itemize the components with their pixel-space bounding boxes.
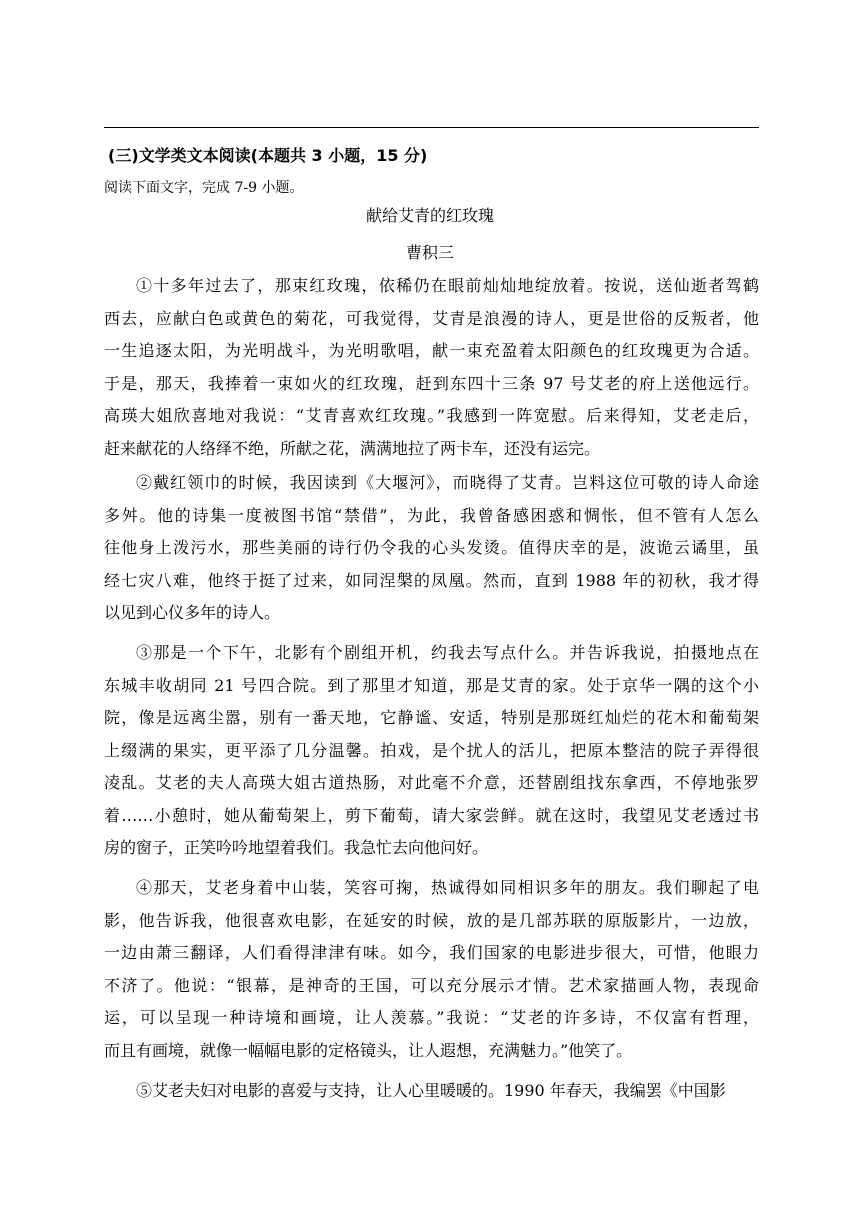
section-heading: (三)文学类文本阅读(本题共 3 小题，15 分): [108, 146, 428, 165]
paragraph-line: 运，可以呈现一种诗境和画境，让人羡慕。”我说：“艾老的许多诗，不仅富有哲理，: [104, 1008, 759, 1027]
paragraph-line: 一边由萧三翻译，人们看得津津有味。如今，我们国家的电影进步很大，可惜，他眼力: [104, 943, 759, 962]
paragraph-line: 影，他告诉我，他很喜欢电影，在延安的时候，放的是几部苏联的原版影片，一边放，: [104, 910, 759, 930]
paragraph-line: 房的窗子，正笑吟吟地望着我们。我急忙去向他问好。: [104, 838, 489, 857]
paragraph-line: 着……小憩时，她从葡萄架上，剪下葡萄，请大家尝鲜。就在这时，我望见艾老透过书: [104, 805, 759, 825]
paragraph-line: 以见到心仪多年的诗人。: [104, 603, 281, 622]
reading-instruction: 阅读下面文字，完成 7-9 小题。: [104, 180, 304, 196]
paragraph-line: 西去，应献白色或黄色的菊花，可我觉得，艾青是浪漫的诗人，更是世俗的反叛者，他: [104, 308, 759, 328]
article-title: 献给艾青的红玫瑰: [365, 206, 494, 225]
paragraph-line: ③那是一个下午，北影有个剧组开机，约我去写点什么。并告诉我说，拍摄地点在: [136, 643, 759, 662]
paragraph-line: 高瑛大姐欣喜地对我说：“艾青喜欢红玫瑰。”我感到一阵宽慰。后来得知，艾老走后，: [104, 406, 759, 425]
paragraph-3: [104, 637, 759, 865]
paragraph-line: ②戴红领巾的时候，我因读到《大堰河》，而晓得了艾青。岂料这位可敬的诗人命途: [136, 473, 759, 492]
paragraph-line: ⑤艾老夫妇对电影的喜爱与支持，让人心里暖暖的。1990 年春天，我编罢《中国影: [136, 1081, 726, 1100]
paragraph-line: 多舛。他的诗集一度被图书馆“禁借”，为此，我曾备感困惑和惆怅，但不管有人怎么: [104, 505, 759, 525]
paragraph-4: [104, 872, 759, 1067]
paragraph-line: 往他身上泼污水，那些美丽的诗行仍令我的心头发烫。值得庆幸的是，波诡云谲里，虽: [104, 538, 759, 557]
paragraph-line: 于是，那天，我捧着一束如火的红玫瑰，赶到东四十三条 97 号艾老的府上送他远行。: [104, 373, 759, 393]
paragraph-line: 院，像是远离尘嚣，别有一番天地，它静谧、安适，特别是那斑红灿烂的花木和葡萄架: [104, 708, 759, 727]
paragraph-2: [104, 467, 759, 630]
paragraph-line: 而且有画境，就像一幅幅电影的定格镜头，让人遐想，充满魅力。”他笑了。: [104, 1040, 633, 1060]
paragraph-line: 上缀满的果实，更平添了几分温馨。拍戏，是个扰人的活儿，把原本整洁的院子弄得很: [104, 740, 759, 760]
paragraph-line: 凌乱。艾老的夫人高瑛大姐古道热肠，对此毫不介意，还替剧组找东拿西，不停地张罗: [104, 773, 759, 792]
top-rule: [104, 127, 759, 128]
paragraph-line: 经七灾八难，他终于挺了过来，如同涅槃的凤凰。然而，直到 1988 年的初秋，我才得: [104, 570, 759, 590]
article-author: 曹积三: [405, 243, 454, 262]
paragraph-line: ④那天，艾老身着中山装，笑容可掬，热诚得如同相识多年的朋友。我们聊起了电: [136, 878, 759, 897]
paragraph-line: 东城丰收胡同 21 号四合院。到了那里才知道，那是艾青的家。处于京华一隅的这个小: [104, 675, 759, 695]
paragraph-line: 不济了。他说：“银幕，是神奇的王国，可以充分展示才情。艺术家描画人物，表现命: [104, 975, 759, 995]
paragraph-line: 一生追逐太阳，为光明战斗，为光明歌唱，献一束充盈着太阳颜色的红玫瑰更为合适。: [104, 341, 759, 360]
paragraph-line: 赶来献花的人络绎不绝，所献之花，满满地拉了两卡车，还没有运完。: [104, 438, 601, 458]
paragraph-5: [104, 1075, 759, 1108]
paragraph-line: ①十多年过去了，那束红玫瑰，依稀仍在眼前灿灿地绽放着。按说，送仙逝者驾鹤: [136, 276, 759, 295]
paragraph-1: [104, 270, 759, 465]
